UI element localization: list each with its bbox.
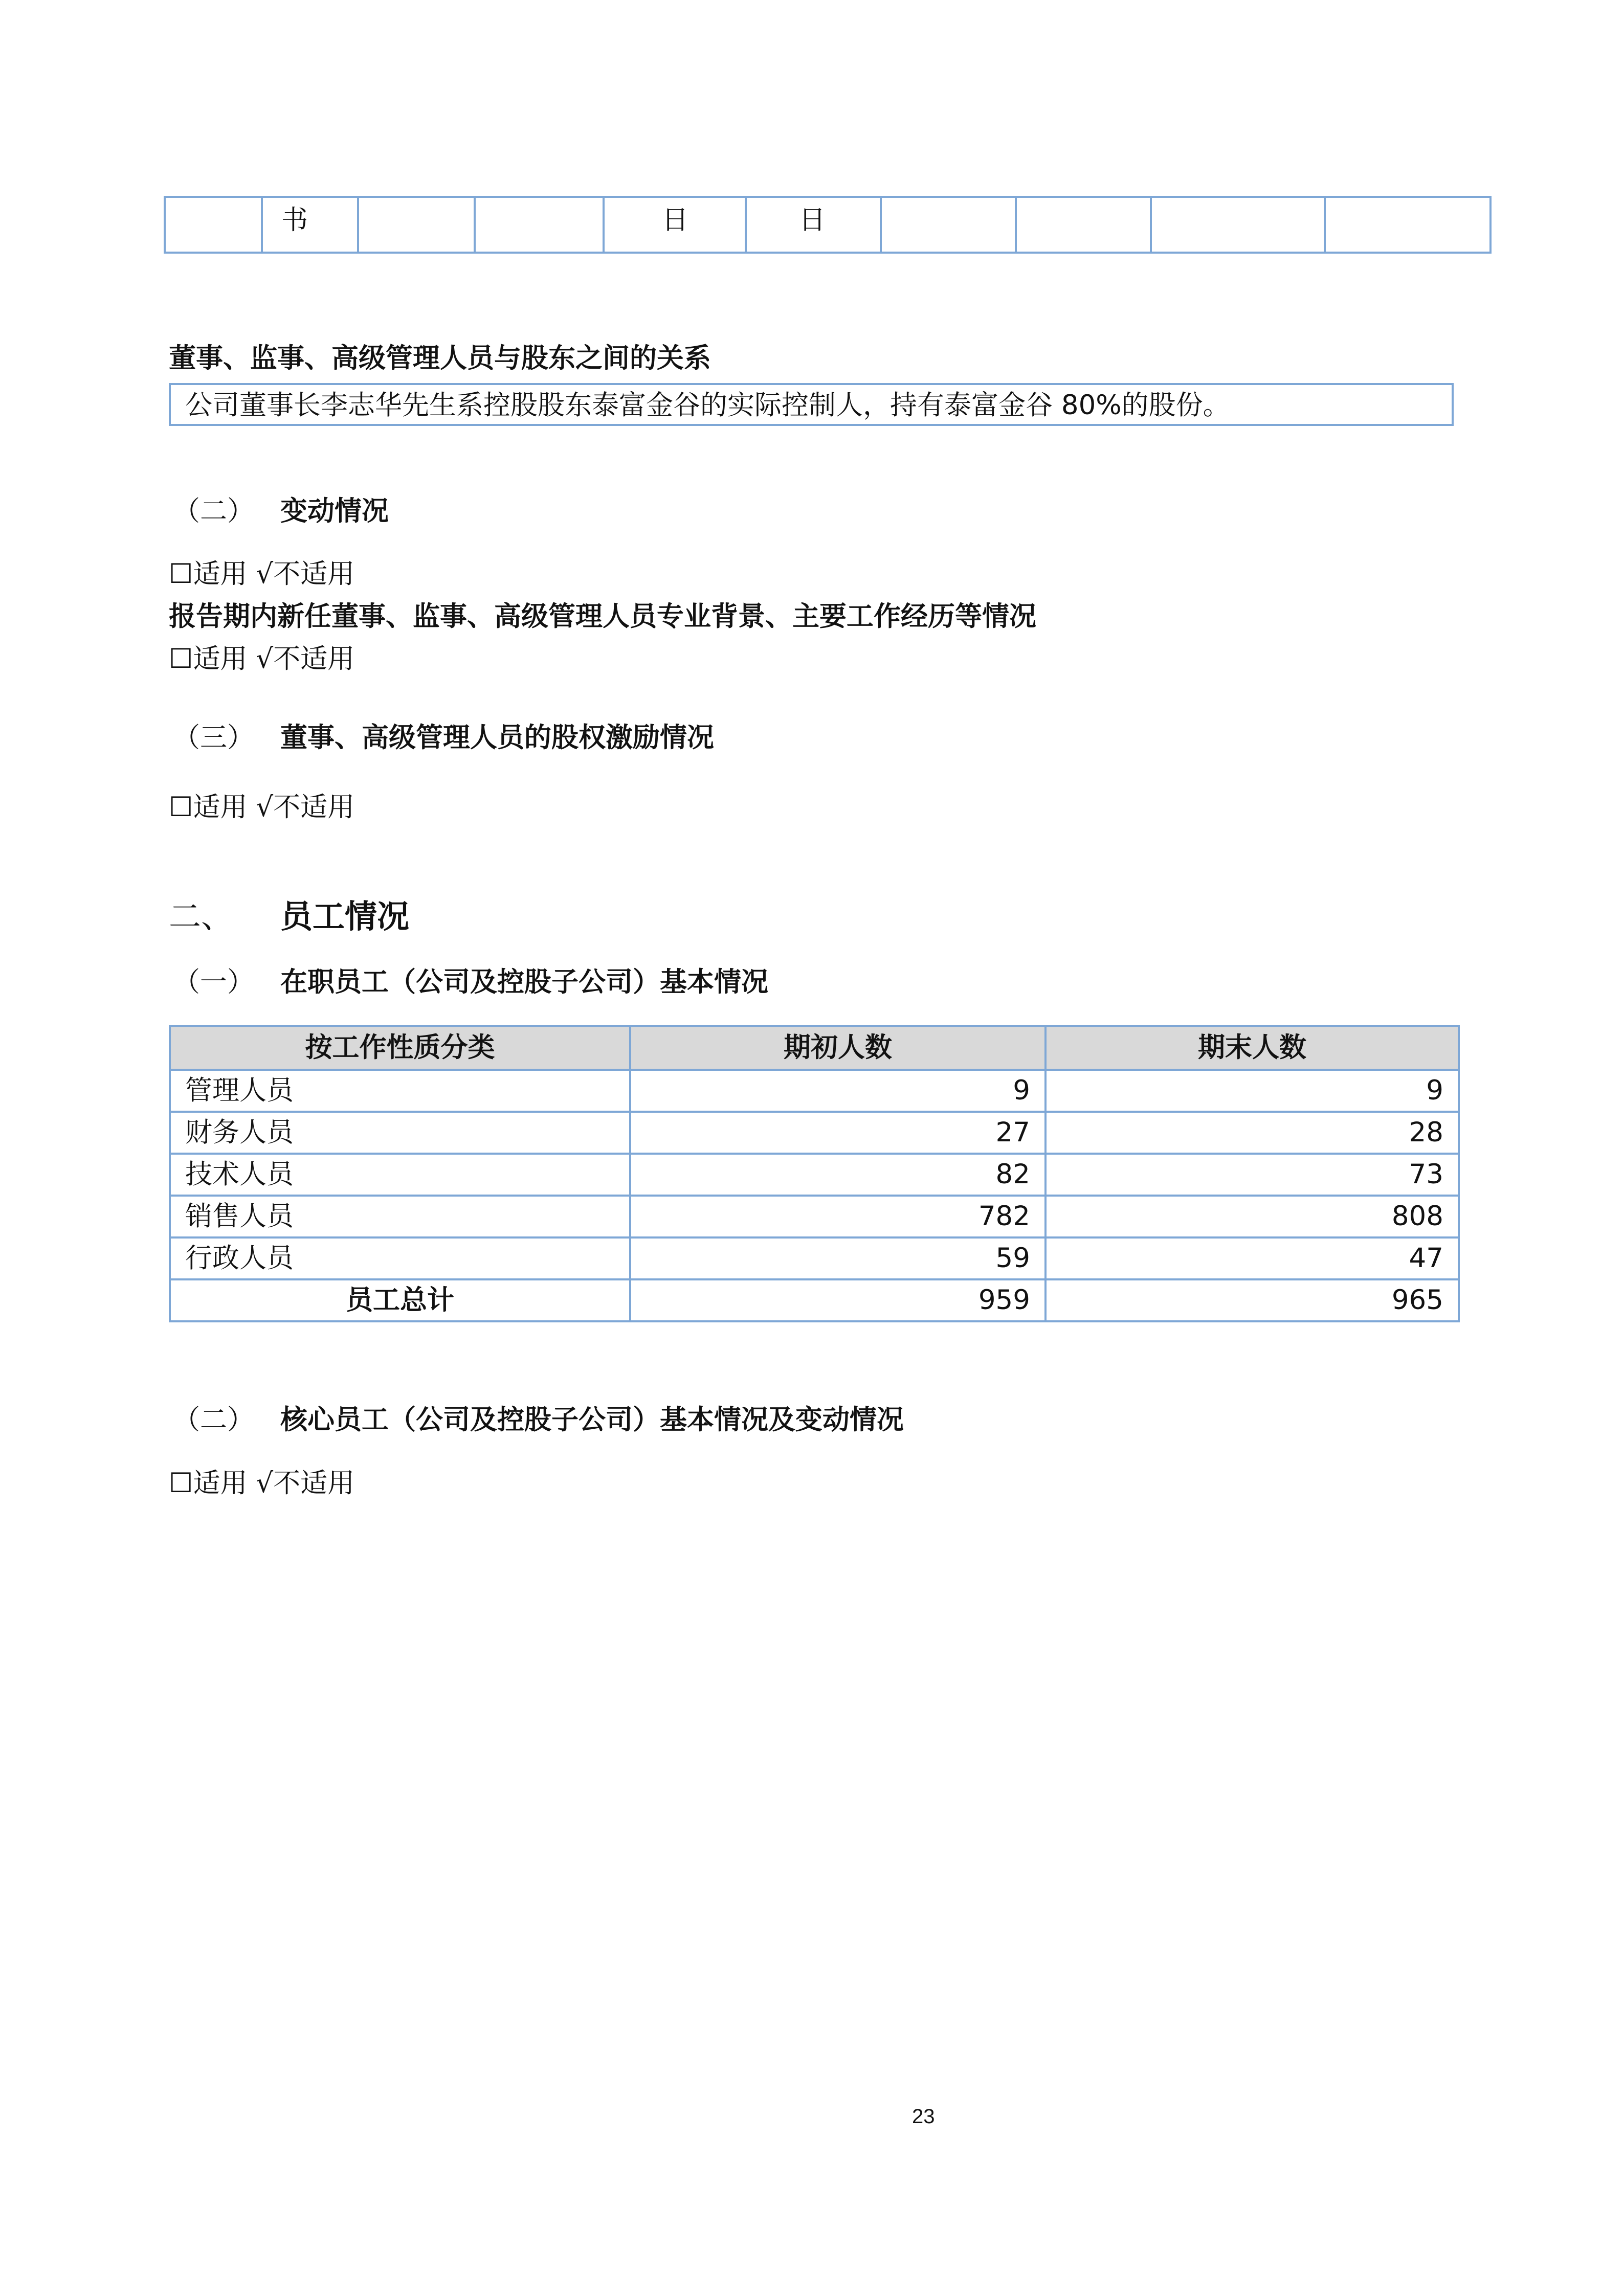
table-cell: 日: [746, 197, 881, 253]
section-number: （一）: [173, 966, 254, 998]
sub-heading: 报告期内新任董事、监事、高级管理人员专业背景、主要工作经历等情况: [169, 601, 1036, 632]
section-number: （二）: [173, 1404, 254, 1435]
end-count-cell: 73: [1045, 1154, 1459, 1196]
relation-text: 公司董事长李志华先生系控股股东泰富金谷的实际控制人，持有泰富金谷 80%的股份。: [185, 390, 1230, 421]
column-header: 按工作性质分类: [170, 1026, 630, 1070]
category-cell: 技术人员: [170, 1154, 630, 1196]
table-cell: [1151, 197, 1325, 253]
end-count-cell: 9: [1045, 1070, 1459, 1112]
table-cell: [165, 197, 262, 253]
chapter-number: 二、: [169, 898, 233, 935]
category-cell: 销售人员: [170, 1196, 630, 1237]
section-title: 变动情况: [280, 496, 389, 527]
table-header-row: [170, 1026, 1459, 1070]
table-cell: [881, 197, 1016, 253]
section-title: 核心员工（公司及控股子公司）基本情况及变动情况: [280, 1404, 904, 1435]
table-row: [170, 1070, 1459, 1112]
start-count-cell: 27: [630, 1112, 1045, 1154]
end-count-cell: 808: [1045, 1196, 1459, 1237]
section-title: 在职员工（公司及控股子公司）基本情况: [280, 966, 768, 998]
start-count-cell: 782: [630, 1196, 1045, 1237]
end-count-cell: 47: [1045, 1237, 1459, 1279]
chapter-title: 员工情况: [280, 898, 409, 935]
table-cell: 书: [262, 197, 358, 253]
table-row: [170, 1112, 1459, 1154]
section-title: 董事、高级管理人员的股权激励情况: [280, 722, 714, 753]
relation-box: [169, 383, 1454, 426]
applicable-status: ☐适用 √不适用: [169, 792, 355, 823]
category-cell: 行政人员: [170, 1237, 630, 1279]
relation-heading: 董事、监事、高级管理人员与股东之间的关系: [169, 343, 711, 374]
table-cell: 日: [604, 197, 746, 253]
table-cell: [475, 197, 604, 253]
category-cell: 管理人员: [170, 1070, 630, 1112]
table-row: [170, 1196, 1459, 1237]
total-start-cell: 959: [630, 1279, 1045, 1321]
applicable-status: ☐适用 √不适用: [169, 558, 355, 590]
applicable-status: ☐适用 √不适用: [169, 1468, 355, 1499]
table-total-row: [170, 1279, 1459, 1321]
total-label-cell: 员工总计: [170, 1279, 630, 1321]
table-row: [170, 1154, 1459, 1196]
section-number: （二）: [173, 496, 254, 527]
start-count-cell: 59: [630, 1237, 1045, 1279]
column-header: 期末人数: [1045, 1026, 1459, 1070]
column-header: 期初人数: [630, 1026, 1045, 1070]
section-number: （三）: [173, 722, 254, 753]
start-count-cell: 82: [630, 1154, 1045, 1196]
start-count-cell: 9: [630, 1070, 1045, 1112]
table-cell: [1016, 197, 1151, 253]
applicable-status: ☐适用 √不适用: [169, 643, 355, 674]
table-row: [165, 197, 1490, 253]
table-cell: [358, 197, 475, 253]
staff-table: [169, 1025, 1460, 1322]
continuation-table: [164, 196, 1492, 254]
table-row: [170, 1237, 1459, 1279]
total-end-cell: 965: [1045, 1279, 1459, 1321]
table-cell: [1325, 197, 1490, 253]
category-cell: 财务人员: [170, 1112, 630, 1154]
page-number: 23: [912, 2105, 935, 2128]
end-count-cell: 28: [1045, 1112, 1459, 1154]
